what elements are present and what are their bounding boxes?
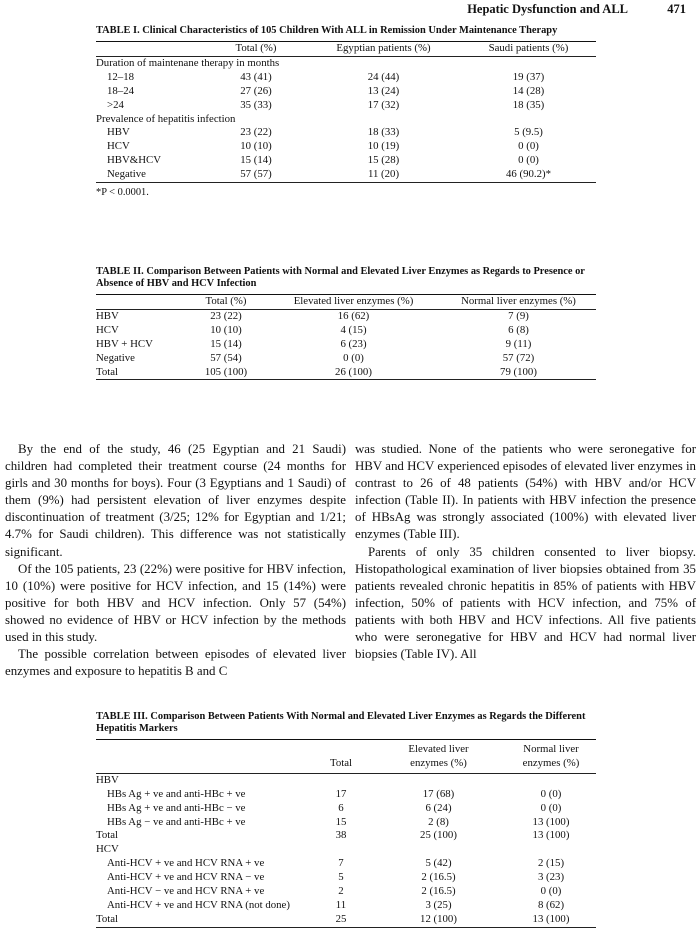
table-row bbox=[96, 802, 596, 816]
table-cell: 18 (35) bbox=[512, 98, 545, 111]
table-cell: 5 (42) bbox=[425, 857, 452, 870]
row-label: HBV bbox=[107, 126, 130, 139]
table-3-col-normal-line2: enzymes (%) bbox=[522, 756, 580, 769]
table-cell: 10 (10) bbox=[240, 140, 272, 153]
row-label: Total bbox=[96, 365, 119, 378]
row-label: HBV + HCV bbox=[96, 337, 153, 350]
table-cell: 15 bbox=[335, 815, 347, 828]
table-2-grid bbox=[96, 295, 596, 309]
column-header bbox=[96, 42, 206, 56]
table-cell: 15 (28) bbox=[367, 154, 400, 167]
table-row bbox=[96, 829, 596, 843]
table-row bbox=[96, 140, 596, 154]
table-cell: 6 (24) bbox=[425, 801, 452, 814]
table-3-grid bbox=[96, 743, 596, 771]
table-cell: 2 bbox=[338, 885, 344, 898]
column-header: Total (%) bbox=[235, 42, 277, 54]
table-cell: 0 (0) bbox=[518, 140, 539, 153]
row-label: Anti-HCV + ve and HCV RNA + ve bbox=[107, 857, 265, 870]
table-2 bbox=[96, 266, 596, 380]
table-cell: 13 (100) bbox=[532, 829, 570, 842]
table-cell: 11 (20) bbox=[367, 168, 400, 181]
table-cell: 7 bbox=[338, 857, 344, 870]
row-label: 18–24 bbox=[107, 84, 134, 97]
table-cell: 19 (37) bbox=[512, 70, 545, 83]
table-cell: 35 (33) bbox=[240, 98, 272, 111]
section-row bbox=[96, 113, 596, 127]
table-cell: 13 (100) bbox=[532, 815, 570, 828]
table-cell: 3 (23) bbox=[537, 871, 565, 884]
table-3-col-total: Total bbox=[329, 756, 353, 769]
table-cell: 2 (16.5) bbox=[421, 871, 456, 884]
table-1-body bbox=[96, 57, 596, 182]
table-cell: 6 (23) bbox=[340, 337, 367, 350]
table-cell: 43 (41) bbox=[240, 70, 272, 83]
table-cell: 4 (15) bbox=[340, 323, 367, 336]
table-cell: 24 (44) bbox=[367, 70, 400, 83]
table-cell: 2 (8) bbox=[428, 815, 449, 828]
table-1 bbox=[96, 25, 596, 198]
table-row bbox=[96, 352, 596, 366]
table-cell: 13 (100) bbox=[532, 912, 570, 925]
header-row bbox=[96, 295, 596, 309]
row-label: Anti-HCV − ve and HCV RNA + ve bbox=[107, 885, 265, 898]
table-cell: 57 (57) bbox=[240, 168, 272, 181]
running-title: Hepatic Dysfunction and ALL bbox=[467, 2, 628, 16]
table-cell: 5 bbox=[338, 871, 344, 884]
table-3-col-elevated-line1: Elevated liver bbox=[408, 743, 469, 755]
section-label: HCV bbox=[96, 843, 119, 856]
section-label: Prevalence of hepatitis infection bbox=[96, 112, 236, 125]
table-row bbox=[96, 338, 596, 352]
section-label: Duration of maintenane therapy in months bbox=[96, 56, 280, 69]
table-cell: 3 (25) bbox=[425, 898, 452, 911]
table-row bbox=[96, 816, 596, 830]
table-row bbox=[96, 168, 596, 182]
table-cell: 10 (10) bbox=[210, 323, 242, 336]
row-label: Negative bbox=[107, 168, 146, 181]
row-label: Anti-HCV + ve and HCV RNA − ve bbox=[107, 871, 265, 884]
table-cell: 17 bbox=[335, 787, 347, 800]
table-1-caption: TABLE I. Clinical Characteristics of 105 Children With ALL in Remission Under Maintenance Therapy bbox=[96, 25, 558, 36]
table-cell: 0 (0) bbox=[540, 885, 562, 898]
table-cell: 10 (19) bbox=[367, 140, 400, 153]
column-header bbox=[96, 295, 186, 309]
body-paragraph: Parents of only 35 children consented to liver biopsy. Histopathological examination of liver biopsies obtained from 35 patients revealed chronic hepatitis in 85% of patients with HBV infection, 50% of patients with HCV infection, and 75% of patients with both HBV and HCV infections. All five patients who were seronegative for HBV and HCV had normal liver biopsies (Table IV). All bbox=[355, 544, 696, 662]
body-column-left bbox=[5, 441, 346, 680]
table-cell: 0 (0) bbox=[540, 801, 562, 814]
table-row bbox=[96, 85, 596, 99]
row-label: HBV&HCV bbox=[107, 154, 161, 167]
table-row bbox=[96, 913, 596, 927]
table-cell: 57 (54) bbox=[210, 351, 242, 364]
table-cell: 16 (62) bbox=[337, 309, 370, 322]
row-label: 12–18 bbox=[107, 70, 134, 83]
table-cell: 8 (62) bbox=[537, 898, 565, 911]
table-cell: 5 (9.5) bbox=[514, 126, 543, 139]
column-header: Saudi patients (%) bbox=[488, 42, 569, 54]
table-cell: 25 bbox=[335, 912, 347, 925]
table-3-col-elevated-line2: enzymes (%) bbox=[410, 756, 467, 769]
row-label: HBs Ag + ve and anti-HBc + ve bbox=[107, 787, 246, 800]
table-cell: 26 (100) bbox=[335, 365, 372, 378]
table-cell: 25 (100) bbox=[420, 829, 457, 842]
row-label: HCV bbox=[96, 323, 119, 336]
table-cell: 23 (22) bbox=[210, 309, 242, 322]
row-label: Negative bbox=[96, 351, 135, 364]
row-label: Total bbox=[96, 829, 119, 842]
page-number: 471 bbox=[667, 2, 686, 16]
table-3-col-normal-line1: Normal liver bbox=[523, 743, 579, 755]
section-row bbox=[96, 843, 596, 857]
section-label: HBV bbox=[96, 773, 119, 786]
table-cell: 6 (8) bbox=[508, 323, 529, 336]
header-row bbox=[96, 42, 596, 56]
table-row bbox=[96, 885, 596, 899]
row-label: HCV bbox=[107, 140, 130, 153]
table-row bbox=[96, 899, 596, 913]
table-row bbox=[96, 99, 596, 113]
table-cell: 57 (72) bbox=[502, 351, 535, 364]
row-label: Total bbox=[96, 912, 119, 925]
table-row bbox=[96, 366, 596, 380]
row-label: Anti-HCV + ve and HCV RNA (not done) bbox=[107, 898, 290, 911]
body-paragraph: Of the 105 patients, 23 (22%) were positive for HBV infection, 10 (10%) were positive for HCV infection, and 15 (14%) were positive for both HBV and HCV infection. Only 57 (54%) showed no evidence of HBV or HCV infection by the methods used in this study. bbox=[5, 561, 346, 645]
row-label: HBs Ag + ve and anti-HBc − ve bbox=[107, 801, 246, 814]
table-cell: 12 (100) bbox=[420, 912, 457, 925]
table-row bbox=[96, 857, 596, 871]
column-header: Egyptian patients (%) bbox=[336, 42, 431, 54]
table-3-body bbox=[96, 774, 596, 927]
section-row bbox=[96, 57, 596, 71]
table-2-body bbox=[96, 310, 596, 380]
row-label: >24 bbox=[107, 98, 124, 111]
table-cell: 15 (14) bbox=[240, 154, 272, 167]
table-2-caption: TABLE II. Comparison Between Patients with Normal and Elevated Liver Enzymes as Regards to Presence or Absence of HBV and HCV Infection bbox=[96, 266, 585, 289]
table-row bbox=[96, 71, 596, 85]
table-row bbox=[96, 324, 596, 338]
table-cell: 0 (0) bbox=[540, 787, 562, 800]
table-row bbox=[96, 871, 596, 885]
table-cell: 0 (0) bbox=[518, 154, 539, 167]
table-cell: 17 (68) bbox=[422, 787, 455, 800]
running-header bbox=[0, 2, 686, 18]
table-row bbox=[96, 154, 596, 168]
table-cell: 23 (22) bbox=[240, 126, 272, 139]
table-cell: 14 (28) bbox=[512, 84, 545, 97]
column-header: Total (%) bbox=[205, 295, 247, 307]
row-label: HBs Ag − ve and anti-HBc + ve bbox=[107, 815, 246, 828]
table-cell: 11 bbox=[335, 898, 347, 911]
table-cell: 38 bbox=[335, 829, 347, 842]
table-cell: 13 (24) bbox=[367, 84, 400, 97]
table-cell: 0 (0) bbox=[343, 351, 364, 364]
table-cell: 15 (14) bbox=[210, 337, 242, 350]
table-cell: 7 (9) bbox=[508, 309, 529, 322]
table-row bbox=[96, 788, 596, 802]
body-paragraph: The possible correlation between episodes of elevated liver enzymes and exposure to hepatitis B and C bbox=[5, 647, 346, 679]
table-cell: 79 (100) bbox=[500, 365, 537, 378]
section-row bbox=[96, 774, 596, 788]
table-row bbox=[96, 310, 596, 324]
table-cell: 9 (11) bbox=[505, 337, 532, 350]
table-1-footnote: *P < 0.0001. bbox=[96, 187, 149, 199]
table-cell: 2 (15) bbox=[537, 857, 565, 870]
body-paragraph: was studied. None of the patients who were seronegative for HBV and HCV experienced episodes of elevated liver enzymes in contrast to 26 of 48 patients (54%) with HBV and/or HCV infection (Table II). In patients with HBV infection the presence of HBsAg was strongly associated (100%) with elevated liver enzymes (Table III). bbox=[355, 442, 696, 542]
table-1-grid bbox=[96, 42, 596, 56]
body-paragraph: By the end of the study, 46 (25 Egyptian and 21 Saudi) children had completed their treatment course (24 months for girls and 30 months for boys). Four (3 Egyptians and 1 Saudi) of them (9%) had persistent elevation of liver enzymes despite discontinuation of treatment (3/25; 12% for Egyptian and 1/21; 4.7% for Saudi children). This difference was not statistically significant. bbox=[5, 442, 346, 559]
row-label: HBV bbox=[96, 309, 119, 322]
table-3-caption: TABLE III. Comparison Between Patients With Normal and Elevated Liver Enzymes as Regards the Different Hepatitis Markers bbox=[96, 711, 586, 734]
table-cell: 46 (90.2)* bbox=[506, 168, 551, 181]
table-cell: 18 (33) bbox=[367, 126, 400, 139]
body-column-right bbox=[355, 441, 696, 663]
table-cell: 27 (26) bbox=[240, 84, 272, 97]
column-header: Elevated liver enzymes (%) bbox=[293, 295, 414, 307]
table-cell: 6 bbox=[338, 801, 344, 814]
table-cell: 2 (16.5) bbox=[421, 885, 456, 898]
table-row bbox=[96, 126, 596, 140]
column-header: Normal liver enzymes (%) bbox=[461, 295, 576, 307]
table-cell: 105 (100) bbox=[204, 365, 248, 378]
table-cell: 17 (32) bbox=[367, 98, 400, 111]
table-3 bbox=[96, 711, 596, 928]
